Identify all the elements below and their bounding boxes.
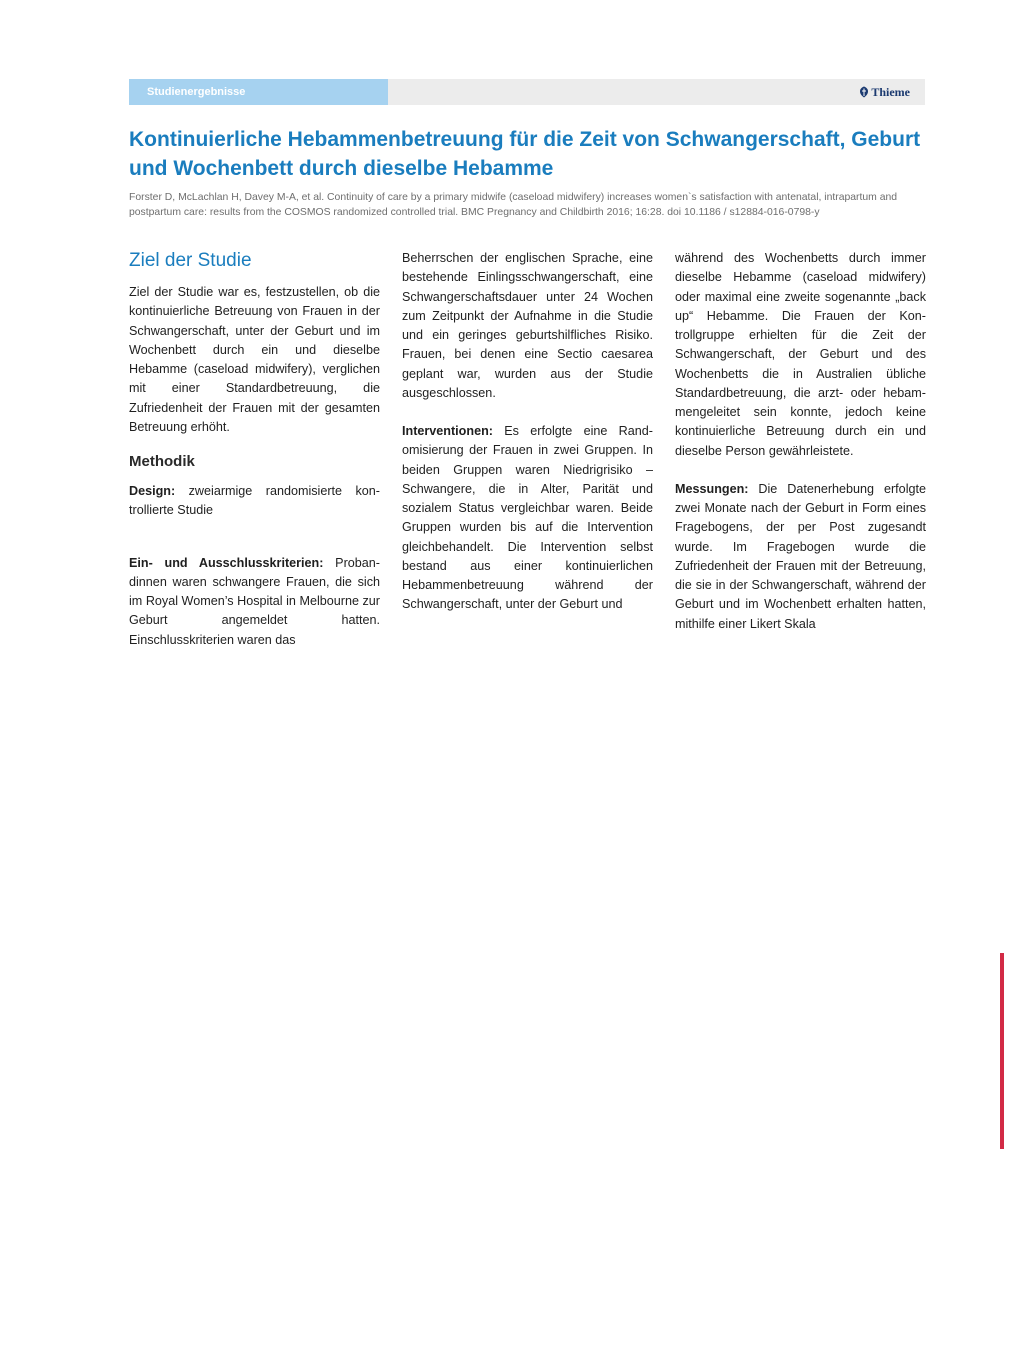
aim-paragraph: Ziel der Studie war es, festzustellen, ob die kontinuierliche Betreuung von Frauen in der Schwangerschaft, unter der Geburt und im Wochenbett durch ein und dieselbe Hebamme (caseload midwifery), verglichen mit einer Standardbetreuung, die Zufriedenheit der Frauen mit der gesamten Betreuung erhöht.: [129, 285, 380, 434]
publisher-brand: [859, 79, 910, 105]
criteria-paragraph: [129, 554, 380, 650]
measurements-text: Die Datenerhebung erfolgte zwei Monate nach der Geburt in Form eines Fragebogens, der per Post zugesandt wurde. Im Fragebogen wurde die Zufriedenheit der Frauen mit der Betreuung, die sie in der Schwangerschaft, während der Geburt und im Wochenbett erhalten hatten, mithilfe einer Likert Skala: [675, 481, 926, 631]
interventions-continued: während des Wochenbetts durch immer dieselbe Hebamme (caseload midwifery) oder maximal eine zweite sogenannte „back up“ Hebamme. Die Frauen der Kontrollgruppe erhielten für die Zeit der Schwangerschaft, der Geburt und des Wochenbetts die in Australien übliche Standardbetreuung, die arzt- oder hebammengeleitet sein konnte, jedoch keine kontinuierliche Betreuung durch ein und dieselbe Person gewährleistete.: [675, 251, 926, 458]
design-text: zweiarmige randomisierte kontrollierte Studie: [129, 484, 380, 518]
interventions-label: Interventionen:: [402, 424, 493, 438]
design-label: Design:: [129, 484, 176, 498]
criteria-label: Ein- und Ausschlusskriterien:: [129, 555, 324, 570]
header-bar: [129, 79, 925, 105]
text-column-1: [129, 249, 380, 650]
article-citation: Forster D, McLachlan H, Davey M-A, et al. Continuity of care by a primary midwife (caseload midwifery) increases women`s satisfaction with antenatal, intrapartum and postpartum care: results from the COSMOS randomized controlled trial. BMC Pregnancy and Childbirth 2016; 16:28. doi 10.1186 / s12884-016-0798-y: [129, 192, 898, 218]
text-column-3: [675, 249, 926, 634]
text-column-2: [402, 249, 653, 615]
heading-methods: Methodik: [129, 453, 195, 470]
thieme-logo-icon: [859, 86, 869, 98]
article-title: Kontinuierliche Hebammenbetreuung für die Zeit von Schwangerschaft, Geburt und Wochenbett durch dieselbe Hebamme: [129, 128, 921, 180]
design-paragraph: [129, 482, 380, 521]
heading-aim: Ziel der Studie: [129, 250, 252, 271]
interventions-text: Es erfolgte eine Randomisierung der Frauen in zwei Gruppen. In beiden Gruppen waren Niedrigrisiko – Schwangere, die in Alter, Parität und sozialem Status vergleichbar waren. Beide Gruppen wurden bis auf die Intervention gleichbehandelt. Die Intervention selbst bestand aus einer kontinuierlichen Hebammenbetreuung während der Schwangerschaft, unter der Geburt und: [402, 424, 653, 612]
section-label: Studienergebnisse: [129, 79, 388, 105]
measurements-label: Messungen:: [675, 481, 749, 496]
page-edge-marker: [1000, 953, 1004, 1149]
measurements-paragraph: [675, 480, 926, 634]
criteria-text: Probandinnen waren schwangere Frauen, die sich im Royal Women’s Hospital in Melbourne zur Geburt angemeldet hatten. Einschlusskriterien waren das: [129, 555, 380, 647]
brand-name: Thieme: [871, 85, 910, 99]
interventions-paragraph: [402, 422, 653, 615]
criteria-continued: Beherrschen der englischen Sprache, eine bestehende Einlingsschwangerschaft, eine Schwangerschaftsdauer unter 24 Wochen zum Zeitpunkt der Aufnahme in die Studie und ein geringes geburtshilfliches Risiko. Frauen, bei denen eine Sectio caesarea geplant war, wurden aus der Studie ausgeschlossen.: [402, 251, 653, 400]
